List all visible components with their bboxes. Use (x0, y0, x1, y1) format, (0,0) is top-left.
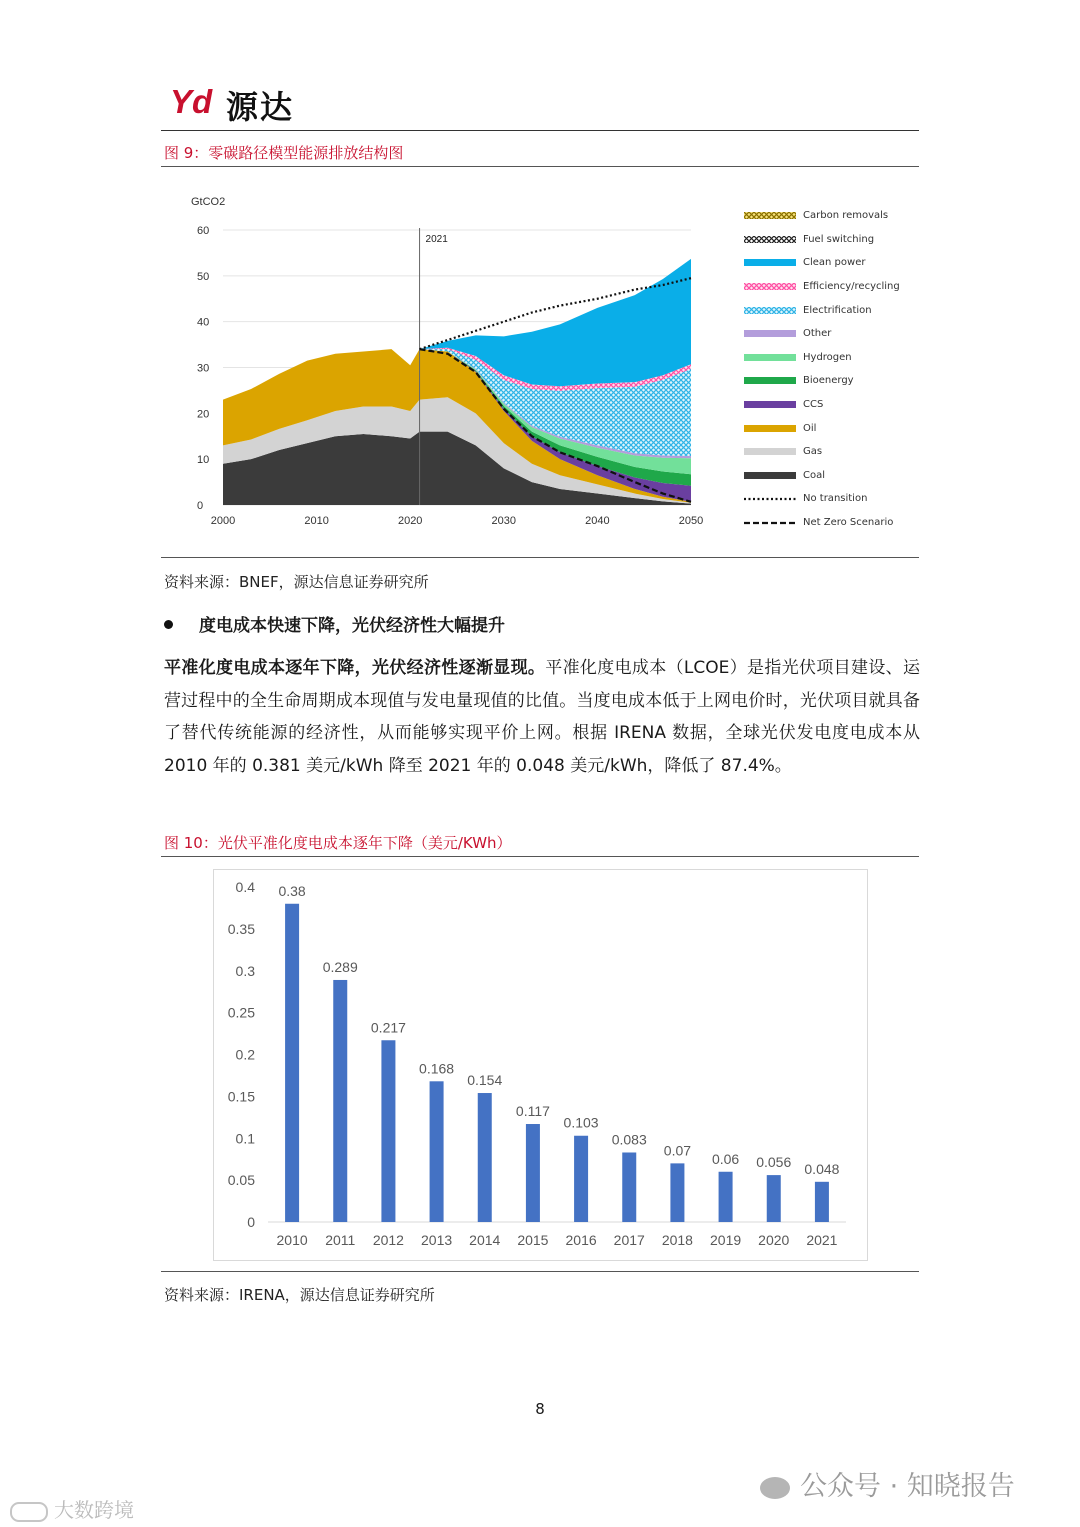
bar-value-label: 0.083 (611, 1131, 647, 1148)
figure10-title: 图 10：光伏平准化度电成本逐年下降（美元/KWh） (164, 834, 512, 852)
body-paragraph (164, 652, 920, 782)
header-divider (161, 130, 919, 131)
x-tick-label: 2050 (678, 515, 704, 527)
wechat-icon (760, 1477, 790, 1499)
year-marker-label: 2021 (425, 234, 448, 245)
y-tick-label: 60 (197, 225, 210, 237)
figure9-bottom-rule (161, 557, 919, 558)
bar-value-label: 0.38 (278, 882, 306, 899)
legend-swatch (744, 283, 796, 290)
lcoe-bar-chart (213, 869, 868, 1261)
legend-swatch (744, 401, 796, 408)
legend-label: Fuel switching (803, 233, 875, 245)
legend-swatch (744, 330, 796, 337)
x-tick-label: 2010 (276, 1232, 308, 1248)
legend-label: Coal (803, 469, 826, 481)
paragraph-body: 平准化度电成本（LCOE）是指光伏项目建设、运营过程中的全生命周期成本现值与发电量现值的比值。当度电成本低于上网电价时，光伏项目就具备了替代传统能源的经济性，从而能够实现平价上网。根据 IRENA 数据，全球光伏发电度电成本从 2010 年的 0.381 美元/kWh 降至 2021 年的 0.048 美元/kWh，降低了 87.4%。 (164, 658, 920, 776)
legend-swatch (744, 448, 796, 455)
page-number: 8 (535, 1400, 545, 1418)
legend-label: Carbon removals (803, 210, 889, 222)
y-tick-label: 0.3 (235, 962, 255, 979)
y-tick-label: 0.1 (235, 1130, 255, 1147)
bar-value-label: 0.048 (804, 1160, 840, 1177)
legend-swatch (744, 259, 796, 266)
legend-swatch (744, 425, 796, 432)
legend-item (744, 369, 900, 393)
legend-item (744, 440, 900, 464)
x-tick-label: 2018 (661, 1232, 693, 1248)
x-tick-label: 2030 (491, 515, 517, 527)
legend-swatch (744, 354, 796, 361)
bar (767, 1175, 781, 1222)
y-tick-label: 0.25 (227, 1004, 255, 1021)
y-axis-label: GtCO2 (191, 196, 226, 208)
legend-label: Gas (803, 446, 823, 458)
watermark-right-text: 公众号 · 知晓报告 (800, 1471, 1015, 1502)
legend-swatch (744, 519, 796, 526)
legend-swatch (744, 495, 796, 502)
bar-value-label: 0.168 (419, 1060, 455, 1077)
y-tick-label: 0.15 (227, 1088, 255, 1105)
x-tick-label: 2014 (469, 1232, 501, 1248)
legend-swatch (744, 212, 796, 219)
x-tick-label: 2016 (565, 1232, 597, 1248)
y-tick-label: 0.35 (227, 920, 255, 937)
x-tick-label: 2020 (758, 1232, 790, 1248)
legend-item (744, 298, 900, 322)
section-heading (164, 611, 505, 636)
bar-value-label: 0.07 (663, 1142, 692, 1159)
bar (478, 1093, 492, 1222)
legend-label: Oil (803, 422, 817, 434)
legend-label: Bioenergy (803, 375, 854, 387)
x-tick-label: 2013 (421, 1232, 453, 1248)
x-tick-label: 2040 (585, 515, 610, 527)
legend-item (744, 204, 900, 228)
emissions-area-chart (161, 180, 721, 540)
legend-label: CCS (803, 399, 824, 411)
legend-label: Clean power (803, 257, 866, 269)
bar (381, 1040, 395, 1222)
bar-value-label: 0.289 (322, 958, 358, 975)
legend-item (744, 275, 900, 299)
y-tick-label: 50 (197, 270, 210, 283)
x-tick-label: 2020 (397, 515, 423, 527)
figure10-source: 资料来源：IRENA，源达信息证券研究所 (164, 1286, 435, 1304)
legend-swatch (744, 377, 796, 384)
y-tick-label: 30 (197, 362, 210, 375)
legend-item (744, 464, 900, 488)
bar-value-label: 0.056 (756, 1154, 792, 1171)
figure9-source: 资料来源：BNEF，源达信息证券研究所 (164, 573, 429, 591)
legend-item (744, 393, 900, 417)
x-tick-label: 2012 (372, 1232, 404, 1248)
bar (526, 1124, 540, 1222)
figure9-top-rule (161, 166, 919, 167)
bar (622, 1152, 636, 1222)
legend-label: Efficiency/recycling (803, 281, 900, 293)
legend-swatch (744, 236, 796, 243)
legend-item (744, 251, 900, 275)
legend-item (744, 487, 900, 511)
legend-item (744, 416, 900, 440)
y-tick-label: 0.05 (227, 1172, 255, 1189)
legend-label: Hydrogen (803, 351, 852, 363)
logo-text: 源达 (226, 88, 295, 126)
y-tick-label: 40 (197, 316, 210, 329)
bar (333, 980, 347, 1222)
bar-value-label: 0.154 (467, 1072, 503, 1089)
watermark-left (10, 1494, 134, 1523)
bar (574, 1136, 588, 1222)
watermark-right (760, 1464, 1015, 1503)
legend-label: Electrification (803, 304, 872, 316)
paragraph-lead: 平准化度电成本逐年下降，光伏经济性逐渐显现。 (164, 658, 546, 678)
y-tick-label: 0 (247, 1214, 255, 1230)
bar-value-label: 0.06 (711, 1150, 740, 1167)
figure9-title: 图 9：零碳路径模型能源排放结构图 (164, 144, 404, 162)
bar-value-label: 0.103 (563, 1114, 599, 1131)
section-heading-text: 度电成本快速下降，光伏经济性大幅提升 (199, 616, 505, 636)
x-tick-label: 2019 (710, 1232, 742, 1248)
x-tick-label: 2011 (325, 1232, 356, 1248)
y-tick-label: 0 (197, 500, 204, 512)
x-tick-label: 2000 (210, 515, 236, 527)
bar (719, 1172, 733, 1222)
y-tick-label: 20 (197, 408, 210, 421)
legend-item (744, 228, 900, 252)
svg-text:Yd: Yd (170, 84, 213, 118)
y-tick-label: 0.4 (235, 879, 255, 895)
bar-value-label: 0.217 (370, 1019, 406, 1036)
x-tick-label: 2021 (806, 1232, 838, 1248)
bar (430, 1081, 444, 1222)
figure10-bottom-rule (161, 1271, 919, 1272)
bar (815, 1182, 829, 1222)
bar-value-label: 0.117 (515, 1103, 550, 1120)
watermark-logo-icon (10, 1502, 48, 1522)
legend-label: Net Zero Scenario (803, 517, 894, 529)
legend-item (744, 346, 900, 370)
emissions-legend (744, 204, 900, 534)
logo-mark (170, 84, 222, 118)
x-tick-label: 2010 (304, 515, 329, 527)
bar (670, 1163, 684, 1222)
watermark-left-text: 大数跨境 (54, 1498, 134, 1522)
legend-item (744, 511, 900, 535)
bar (285, 904, 299, 1222)
legend-swatch (744, 472, 796, 479)
bullet-icon (164, 620, 173, 629)
x-tick-label: 2017 (613, 1232, 645, 1248)
figure10-top-rule (161, 856, 919, 857)
legend-label: No transition (803, 493, 868, 505)
legend-swatch (744, 307, 796, 314)
y-tick-label: 10 (197, 454, 210, 467)
legend-label: Other (803, 328, 832, 340)
y-tick-label: 0.2 (235, 1046, 255, 1063)
legend-item (744, 322, 900, 346)
x-tick-label: 2015 (517, 1232, 549, 1248)
